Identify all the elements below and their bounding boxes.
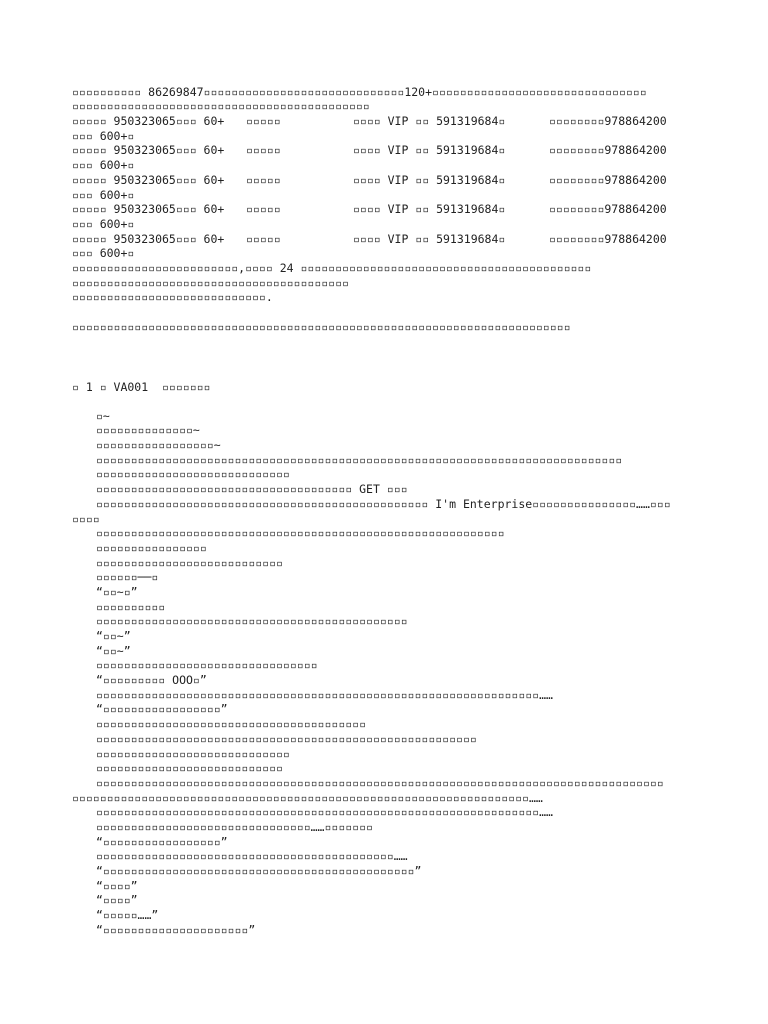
- group-row: [72, 114, 702, 129]
- paragraph-line: “▫▫▫▫▫▫▫▫▫▫▫▫▫▫▫▫▫▫▫▫▫”: [96, 922, 256, 937]
- group-label: ▫▫▫▫▫: [246, 114, 281, 129]
- vip-group-id: ▫▫▫▫ VIP ▫▫ 591319684▫: [353, 172, 506, 187]
- paragraph-line: “▫▫~”: [96, 629, 131, 643]
- group-capacity: ▫▫▫ 600+▫: [72, 128, 135, 143]
- group-capacity: ▫▫▫ 600+▫: [72, 187, 135, 202]
- notice-line: ▫▫▫▫▫▫▫▫▫▫▫▫▫▫▫▫▫▫▫▫▫▫▫▫▫▫▫▫▫▫▫▫▫▫▫▫▫▫▫▫▫▫▫▫▫▫▫▫▫▫▫▫▫▫▫▫▫▫▫▫▫▫▫▫▫▫▫▫▫▫▫▫: [72, 319, 571, 334]
- paragraph-line: “▫▫~”: [96, 643, 131, 658]
- group-row: [72, 202, 702, 217]
- paragraph-line: ▫▫▫▫▫▫▫▫▫▫▫▫▫▫▫▫▫▫▫▫▫▫▫▫▫▫▫▫: [96, 467, 290, 482]
- group-number: ▫▫▫▫▫▫▫▫978864200: [549, 143, 667, 158]
- outro-line: ▫▫▫▫▫▫▫▫▫▫▫▫▫▫▫▫▫▫▫▫▫▫▫▫,▫▫▫▫ 24 ▫▫▫▫▫▫▫▫▫▫▫▫▫▫▫▫▫▫▫▫▫▫▫▫▫▫▫▫▫▫▫▫▫▫▫▫▫▫▫▫▫▫: [72, 260, 592, 275]
- group-id: ▫▫▫▫▫ 950323065▫▫▫ 60+: [72, 143, 225, 158]
- chapter-section: [72, 380, 702, 937]
- paragraph-line: “▫▫▫▫▫▫▫▫▫ OOO▫”: [96, 673, 207, 688]
- group-label: ▫▫▫▫▫: [246, 231, 281, 246]
- chapter-heading: ▫ 1 ▫ VA001 ▫▫▫▫▫▫▫: [72, 380, 211, 394]
- group-id: ▫▫▫▫▫ 950323065▫▫▫ 60+: [72, 231, 225, 246]
- vip-group-id: ▫▫▫▫ VIP ▫▫ 591319684▫: [353, 114, 506, 129]
- group-capacity: ▫▫▫ 600+▫: [72, 246, 135, 261]
- paragraph-line: “▫▫▫▫▫……”: [96, 908, 159, 923]
- group-capacity: ▫▫▫ 600+▫: [72, 216, 135, 231]
- paragraph-line: ▫▫▫▫▫▫▫▫▫▫▫▫▫▫▫▫▫▫▫▫▫▫▫▫▫▫▫: [96, 761, 283, 776]
- group-row: [72, 232, 702, 247]
- outro-line: ▫▫▫▫▫▫▫▫▫▫▫▫▫▫▫▫▫▫▫▫▫▫▫▫▫▫▫▫▫▫▫▫▫▫▫▫▫▫▫▫: [72, 275, 349, 290]
- paragraph-line: ▫~: [96, 408, 110, 423]
- group-number: ▫▫▫▫▫▫▫▫978864200: [549, 202, 667, 217]
- paragraph-line: “▫▫▫▫▫▫▫▫▫▫▫▫▫▫▫▫▫▫▫▫▫▫▫▫▫▫▫▫▫▫▫▫▫▫▫▫▫▫▫▫▫▫▫▫▫”: [96, 864, 422, 878]
- group-row: [72, 143, 702, 158]
- paragraph-line: ▫▫▫▫▫▫▫▫▫▫▫▫▫▫▫▫▫▫▫▫▫▫▫▫▫▫▫▫▫▫▫▫: [96, 658, 318, 673]
- intro-line: ▫▫▫▫▫▫▫▫▫▫ 86269847▫▫▫▫▫▫▫▫▫▫▫▫▫▫▫▫▫▫▫▫▫▫▫▫▫▫▫▫▫120+▫▫▫▫▫▫▫▫▫▫▫▫▫▫▫▫▫▫▫▫▫▫▫▫▫▫▫▫▫▫▫: [72, 84, 647, 99]
- paragraph-line: ▫▫▫▫▫▫▫▫▫▫▫▫▫▫▫▫▫▫▫▫▫▫▫▫▫▫▫▫▫▫▫▫▫▫▫▫▫ GET ▫▫▫: [96, 482, 408, 497]
- paragraph-line: ▫▫▫▫▫▫▫▫▫▫▫▫▫▫▫▫▫▫▫▫▫▫▫▫▫▫▫▫▫▫▫▫▫▫▫▫▫▫▫▫▫▫▫▫▫▫▫▫ I'm Enterprise▫▫▫▫▫▫▫▫▫▫▫▫▫▫▫……▫▫▫: [96, 496, 671, 511]
- vip-group-id: ▫▫▫▫ VIP ▫▫ 591319684▫: [353, 202, 506, 217]
- paragraph-line: “▫▫~▫”: [96, 584, 138, 599]
- group-number: ▫▫▫▫▫▫▫▫978864200: [549, 231, 667, 246]
- group-number: ▫▫▫▫▫▫▫▫978864200: [549, 172, 667, 187]
- divider-top: [72, 70, 702, 85]
- group-number: ▫▫▫▫▫▫▫▫978864200: [549, 114, 667, 129]
- vip-group-id: ▫▫▫▫ VIP ▫▫ 591319684▫: [353, 143, 506, 158]
- paragraph-line: ▫▫▫▫▫▫▫▫▫▫▫▫▫▫▫▫▫▫▫▫▫▫▫▫▫▫▫▫: [96, 746, 290, 761]
- paragraph-line: ▫▫▫▫▫▫▫▫▫▫▫▫▫▫▫▫▫▫▫▫▫▫▫▫▫▫▫▫▫▫▫▫▫▫▫▫▫▫▫▫▫▫▫▫▫: [96, 614, 408, 629]
- group-label: ▫▫▫▫▫: [246, 202, 281, 217]
- contact-group-list: [72, 114, 702, 261]
- paragraph-line: ▫▫▫▫▫▫▫▫▫▫: [96, 599, 166, 614]
- paragraph-line: ▫▫▫▫▫▫▫▫▫▫▫▫▫▫▫▫▫▫▫▫▫▫▫▫▫▫▫▫▫▫▫▫▫▫▫▫▫▫▫: [96, 717, 367, 732]
- paragraph-line: ▫▫▫▫▫▫▫▫▫▫▫▫▫▫▫▫▫▫▫▫▫▫▫▫▫▫▫▫▫▫▫▫▫▫▫▫▫▫▫▫▫▫▫▫▫▫▫▫▫▫▫▫▫▫▫: [96, 731, 477, 746]
- group-label: ▫▫▫▫▫: [246, 143, 281, 158]
- outro-line: ▫▫▫▫▫▫▫▫▫▫▫▫▫▫▫▫▫▫▫▫▫▫▫▫▫▫▫▫.: [72, 290, 273, 305]
- group-id: ▫▫▫▫▫ 950323065▫▫▫ 60+: [72, 172, 225, 187]
- group-id: ▫▫▫▫▫ 950323065▫▫▫ 60+: [72, 114, 225, 129]
- group-id: ▫▫▫▫▫ 950323065▫▫▫ 60+: [72, 202, 225, 217]
- vip-group-id: ▫▫▫▫ VIP ▫▫ 591319684▫: [353, 231, 506, 246]
- paragraph-line: “▫▫▫▫”: [96, 878, 138, 893]
- group-label: ▫▫▫▫▫: [246, 172, 281, 187]
- paragraph-line: “▫▫▫▫”: [96, 893, 138, 908]
- paragraph-line: ▫▫▫▫▫▫▫▫▫▫▫▫▫▫▫▫▫~: [96, 438, 221, 453]
- paragraph-line: “▫▫▫▫▫▫▫▫▫▫▫▫▫▫▫▫▫”: [96, 834, 228, 849]
- paragraph-line: ▫▫▫▫▫▫▫▫▫▫▫▫▫▫▫▫▫▫▫▫▫▫▫▫▫▫▫▫▫▫▫▫▫▫▫▫▫▫▫▫▫▫▫▫▫▫▫▫▫▫▫▫▫▫▫▫▫▫▫: [96, 526, 505, 541]
- paragraph-line: ▫▫▫▫▫▫▫▫▫▫▫▫▫▫▫▫▫▫▫▫▫▫▫▫▫▫▫▫▫▫▫……▫▫▫▫▫▫▫: [96, 819, 373, 834]
- paragraph-line: ▫▫▫▫▫▫▫▫▫▫▫▫▫▫~: [96, 423, 200, 438]
- paragraph-line: ▫▫▫▫▫▫▫▫▫▫▫▫▫▫▫▫▫▫▫▫▫▫▫▫▫▫▫▫▫▫▫▫▫▫▫▫▫▫▫▫▫▫▫▫▫▫▫▫▫▫▫▫▫▫▫▫▫▫▫▫▫▫▫▫……: [96, 805, 553, 820]
- paragraph-line: ▫▫▫▫▫▫──▫: [96, 570, 159, 585]
- paragraph-line: ▫▫▫▫▫▫▫▫▫▫▫▫▫▫▫▫▫▫▫▫▫▫▫▫▫▫▫▫▫▫▫▫▫▫▫▫▫▫▫▫▫▫▫▫▫▫▫▫▫▫▫▫▫▫▫▫▫▫▫▫▫▫▫▫▫▫▫▫▫▫▫▫▫▫▫▫: [96, 452, 623, 467]
- group-capacity: ▫▫▫ 600+▫: [72, 158, 135, 173]
- paragraph-line: ▫▫▫▫▫▫▫▫▫▫▫▫▫▫▫▫▫▫▫▫▫▫▫▫▫▫▫: [96, 555, 283, 570]
- paragraph-line: ▫▫▫▫▫▫▫▫▫▫▫▫▫▫▫▫▫▫▫▫▫▫▫▫▫▫▫▫▫▫▫▫▫▫▫▫▫▫▫▫▫▫▫……: [96, 849, 408, 864]
- promo-block: [72, 70, 702, 334]
- paragraph-line: ▫▫▫▫▫▫▫▫▫▫▫▫▫▫▫▫▫▫▫▫▫▫▫▫▫▫▫▫▫▫▫▫▫▫▫▫▫▫▫▫▫▫▫▫▫▫▫▫▫▫▫▫▫▫▫▫▫▫▫▫▫▫▫▫▫▫……: [72, 790, 543, 805]
- chapter-body: [72, 409, 702, 938]
- intro-line: ▫▫▫▫▫▫▫▫▫▫▫▫▫▫▫▫▫▫▫▫▫▫▫▫▫▫▫▫▫▫▫▫▫▫▫▫▫▫▫▫▫▫▫: [72, 99, 370, 114]
- paragraph-line: ▫▫▫▫: [72, 511, 100, 526]
- group-row: [72, 173, 702, 188]
- paragraph-line: ▫▫▫▫▫▫▫▫▫▫▫▫▫▫▫▫: [96, 540, 207, 555]
- divider-bottom: [72, 305, 702, 320]
- paragraph-line: ▫▫▫▫▫▫▫▫▫▫▫▫▫▫▫▫▫▫▫▫▫▫▫▫▫▫▫▫▫▫▫▫▫▫▫▫▫▫▫▫▫▫▫▫▫▫▫▫▫▫▫▫▫▫▫▫▫▫▫▫▫▫▫▫▫▫▫▫▫▫▫▫▫▫▫▫▫▫▫▫▫▫: [96, 775, 664, 790]
- paragraph-line: ▫▫▫▫▫▫▫▫▫▫▫▫▫▫▫▫▫▫▫▫▫▫▫▫▫▫▫▫▫▫▫▫▫▫▫▫▫▫▫▫▫▫▫▫▫▫▫▫▫▫▫▫▫▫▫▫▫▫▫▫▫▫▫▫……: [96, 687, 553, 702]
- paragraph-line: “▫▫▫▫▫▫▫▫▫▫▫▫▫▫▫▫▫”: [96, 702, 228, 717]
